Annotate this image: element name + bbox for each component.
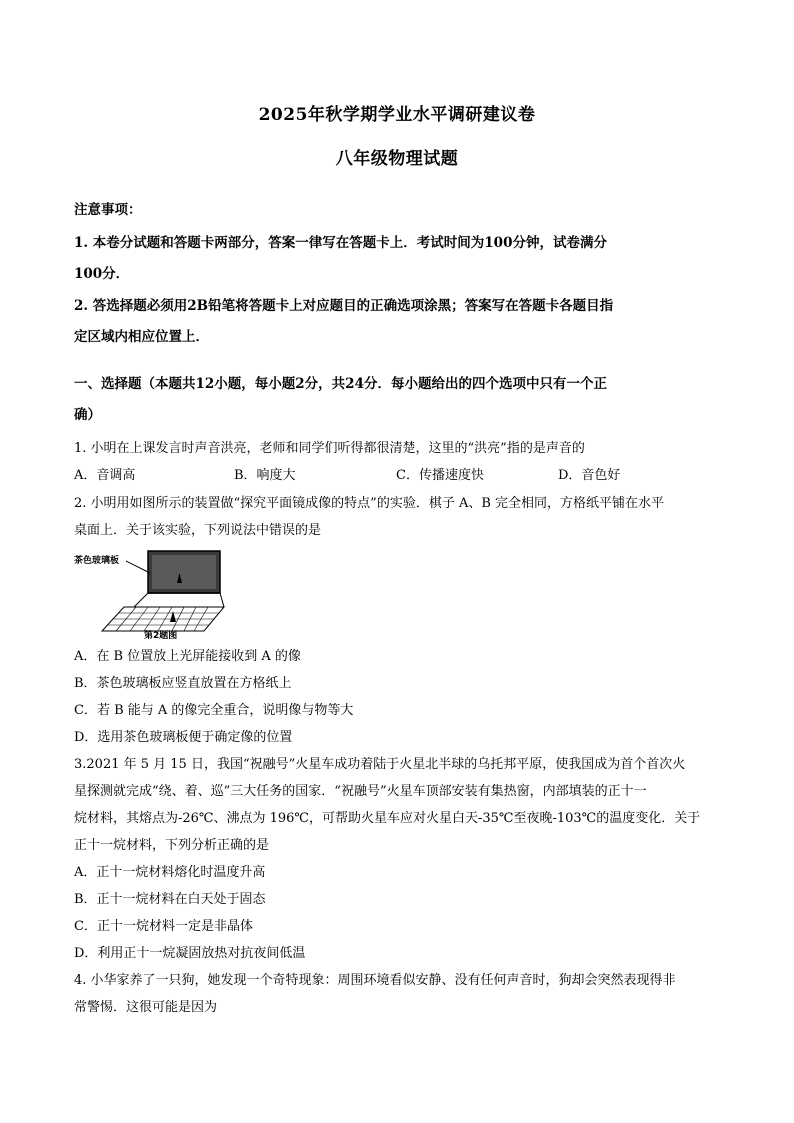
q2-stem-line-1: 2. 小明用如图所示的装置做“探究平面镜成像的特点”的实验．棋子 A、B 完全相同，方格纸平铺在水平 xyxy=(74,496,665,511)
section-heading-line-1: 一、选择题（本题共12小题，每小题2分，共24分．每小题给出的四个选项中只有一个正 xyxy=(74,376,607,392)
q1-option-a: A．音调高 xyxy=(74,468,136,483)
note-1-line-1: 1. 本卷分试题和答题卡两部分，答案一律写在答题卡上．考试时间为100分钟，试卷满分 xyxy=(74,235,607,251)
notes-heading: 注意事项： xyxy=(74,202,142,218)
q1-options xyxy=(74,464,724,482)
q4-stem-line-1: 4. 小华家养了一只狗，她发现一个奇特现象：周围环境看似安静、没有任何声音时，狗却会突然表现得非 xyxy=(74,973,676,988)
q2-figure-caption: 第2题图 xyxy=(144,631,178,639)
section-heading-line-2: 确） xyxy=(74,407,101,423)
exam-subtitle: 八年级物理试题 xyxy=(335,149,459,169)
q3-stem-line-3: 烷材料，其熔点为-26℃、沸点为 196℃，可帮助火星车应对火星白天-35℃至夜晚-103℃的温度变化．关于 xyxy=(74,811,701,826)
q2-figure xyxy=(74,543,234,639)
exam-title: 2025年秋学期学业水平调研建议卷 xyxy=(258,105,536,125)
q3-option-b: B．正十一烷材料在白天处于固态 xyxy=(74,892,266,907)
q2-option-c: C．若 B 能与 A 的像完全重合，说明像与物等大 xyxy=(74,703,354,718)
q3-stem-line-4: 正十一烷材料，下列分析正确的是 xyxy=(74,838,270,853)
q2-stem-line-2: 桌面上．关于该实验，下列说法中错误的是 xyxy=(74,523,322,538)
note-2-line-1: 2. 答选择题必须用2B铅笔将答题卡上对应题目的正确选项涂黑；答案写在答题卡各题目指 xyxy=(74,298,614,314)
q1-option-c: C．传播速度快 xyxy=(396,468,484,483)
q3-option-a: A．正十一烷材料熔化时温度升高 xyxy=(74,865,266,880)
q2-option-b: B．茶色玻璃板应竖直放置在方格纸上 xyxy=(74,676,292,691)
note-2-line-2: 定区域内相应位置上． xyxy=(74,329,209,345)
q2-option-a: A．在 B 位置放上光屏能接收到 A 的像 xyxy=(74,649,301,664)
q1-option-b: B．响度大 xyxy=(234,468,296,483)
note-1-line-2: 100分． xyxy=(74,266,130,282)
q3-stem-line-2: 星探测就完成“绕、着、巡”三大任务的国家．“祝融号”火星车顶部安装有集热窗，内部填装的正十一 xyxy=(74,784,647,799)
q3-option-d: D．利用正十一烷凝固放热对抗夜间低温 xyxy=(74,946,306,961)
q3-stem-line-1: 3.2021 年 5 月 15 日，我国“祝融号”火星车成功着陆于火星北半球的乌托邦平原，使我国成为首个首次火 xyxy=(74,757,686,772)
q2-option-d: D．选用茶色玻璃板便于确定像的位置 xyxy=(74,730,293,745)
q1-option-d: D．音色好 xyxy=(558,468,621,483)
q4-stem-line-2: 常警惕．这很可能是因为 xyxy=(74,1000,218,1015)
q2-figure-glass-label: 茶色玻璃板 xyxy=(74,556,120,566)
q3-option-c: C．正十一烷材料一定是非晶体 xyxy=(74,919,253,934)
q1-stem: 1. 小明在上课发言时声音洪亮，老师和同学们听得都很清楚，这里的“洪亮”指的是声音的 xyxy=(74,441,585,456)
